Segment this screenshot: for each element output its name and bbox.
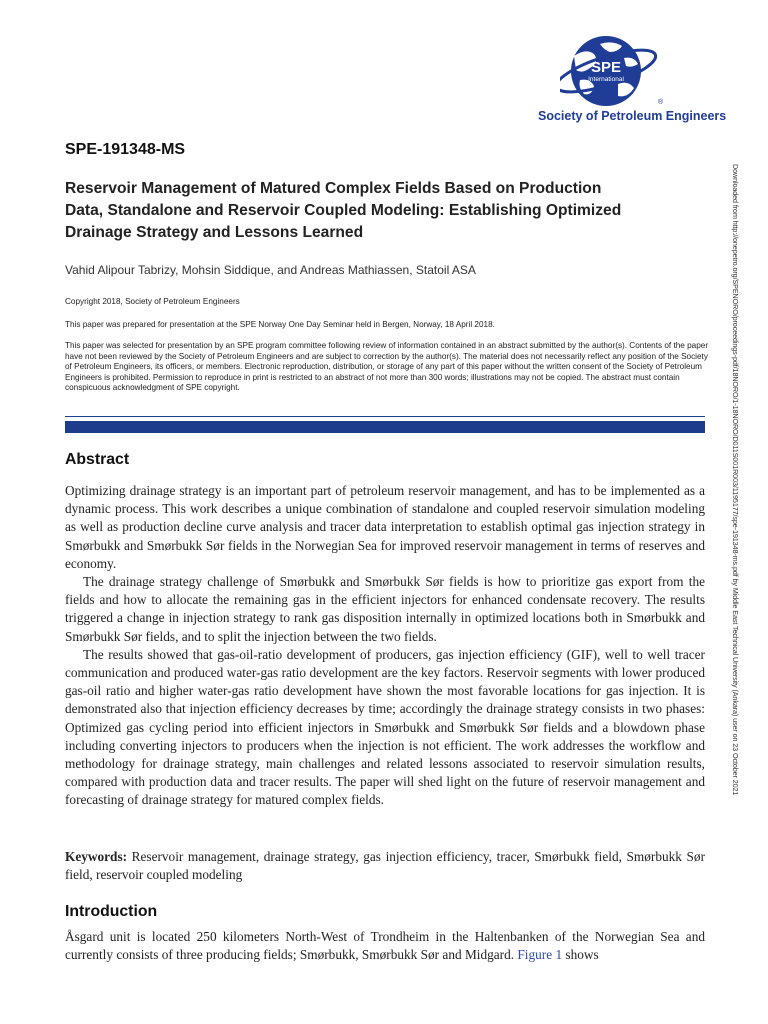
download-stamp: Downloaded from http://onepetro.org/SPENORO/proceedings-pdf/18NORO/1-18NORO/D011S001R003/1195177/spe-191348-ms.pdf by Middle East Technical University (Ankara) user on 23 October 2021 (731, 164, 740, 796)
selection-disclaimer: This paper was selected for presentation by an SPE program committee following review of information contained in an abstract submitted by the author(s). Contents of the paper have not been reviewed by the Society of Petroleum Engineers and are subject to correction by the author(s). The material does not necessarily reflect any position of the Society of Petroleum Engineers, its officers, or members. Electronic reproduction, distribution, or storage of any part of this paper without the written consent of the Society of Petroleum Engineers is prohibited. Permission to reproduce in print is restricted to an abstract of not more than 300 words; illustrations may not be copied. The abstract must contain conspicuous acknowledgment of SPE copyright. (65, 341, 709, 393)
society-name: Society of Petroleum Engineers (538, 109, 727, 123)
abstract-body (65, 482, 705, 810)
keywords (65, 848, 705, 884)
abstract-heading: Abstract (65, 451, 130, 468)
copyright-notice: Copyright 2018, Society of Petroleum Engineers (65, 297, 240, 306)
abstract-paragraph: The drainage strategy challenge of Smørbukk and Smørbukk Sør fields is how to prioritize gas export from the fields and how to allocate the remaining gas in the efficient injectors for enhanced condensate recovery. The results triggered a change in injection strategy to rank gas disposition internally in optimized locations both in Smørbukk and Smørbukk Sør fields, and to split the injection between the two fields. (65, 574, 705, 644)
introduction-heading: Introduction (65, 903, 158, 920)
logo-sub: International (588, 76, 624, 83)
registered-mark: ® (658, 99, 664, 106)
spe-logo (538, 34, 727, 129)
introduction-body (65, 928, 705, 964)
keywords-text: Reservoir management, drainage strategy, gas injection efficiency, tracer, Smørbukk field, Smørbukk Sør field, reservoir coupled modeling (65, 849, 705, 883)
section-divider (65, 421, 705, 433)
intro-text: Åsgard unit is located 250 kilometers North-West of Trondheim in the Haltenbanken of the Norwegian Sea and currently consists of three producing fields; Smørbukk, Smørbukk Sør and Midgard. (65, 929, 705, 963)
logo-acronym: SPE (590, 59, 622, 76)
keywords-label: Keywords: (65, 849, 128, 864)
authors: Vahid Alipour Tabrizy, Mohsin Siddique, and Andreas Mathiassen, Statoil ASA (65, 263, 476, 277)
paper-id: SPE-191348-MS (65, 141, 186, 158)
figure-1-link[interactable]: Figure 1 (517, 947, 563, 963)
presentation-notice: This paper was prepared for presentation at the SPE Norway One Day Seminar held in Bergen, Norway, 18 April 2018. (65, 320, 495, 329)
paper-title (65, 178, 705, 244)
title-line: Reservoir Management of Matured Complex Fields Based on Production (65, 180, 602, 197)
title-line: Drainage Strategy and Lessons Learned (65, 224, 364, 241)
title-line: Data, Standalone and Reservoir Coupled Modeling: Establishing Optimized (65, 202, 622, 219)
abstract-paragraph: The results showed that gas-oil-ratio development of producers, gas injection efficiency (GIF), well to well tracer communication and produced water-gas ratio development are the key factors. Reservoir segments with lower produced gas-oil ratio and higher water-gas ratio development have shown the most favorable locations for gas injection. It is demonstrated also that injection efficiency decreases by time; accordingly the drainage strategy consists in two phases: Optimized gas cycling period into efficient injectors in Smørbukk and Smørbukk Sør fields and a blowdown phase including converting injectors to producers when the injection is not efficient. The work addresses the workflow and methodology for drainage strategy, main challenges and related lessons associated to reservoir simulation results, compared with production data and tracer results. The paper will shed light on the future of reservoir management and forecasting of drainage strategy for matured complex fields. (65, 646, 705, 808)
globe-icon (560, 34, 670, 108)
intro-text-tail: shows (562, 947, 599, 963)
abstract-paragraph: Optimizing drainage strategy is an important part of petroleum reservoir management, and has to be implemented as a dynamic process. This work describes a unique combination of standalone and coupled reservoir simulation modeling as well as production decline curve analysis and tracer data interpretation to establish optimal gas injection strategy in Smørbukk and Smørbukk Sør fields in the Norwegian Sea for improved reservoir management in terms of reserves and economy. (65, 483, 705, 571)
